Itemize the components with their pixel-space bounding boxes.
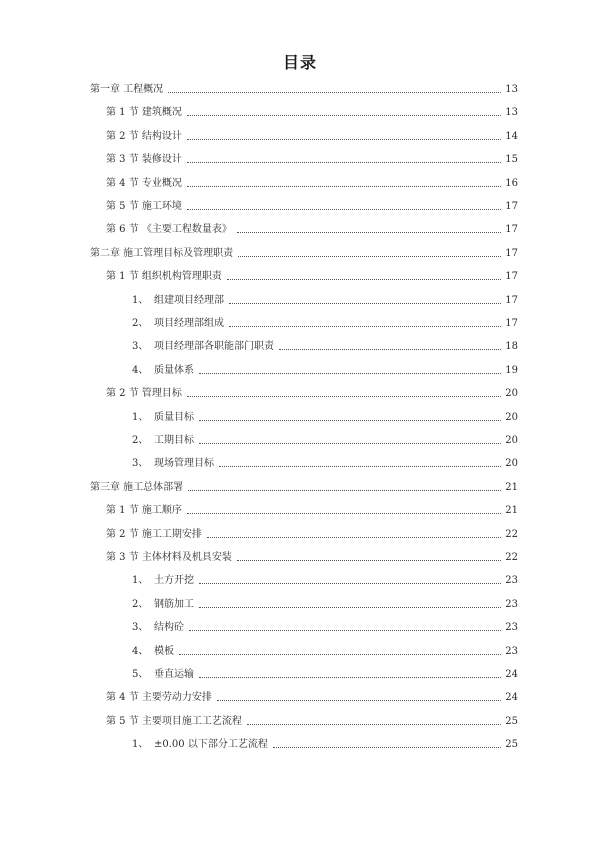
toc-entry-number: 4、 [132,645,149,657]
toc-dot-leader [187,162,501,163]
toc-entry-text: 第 1 节 施工顺序 [106,505,182,517]
toc-entry[interactable] [106,220,518,236]
toc-entry-text: 第 3 节 装修设计 [106,154,182,166]
toc-entry-text: 第 3 节 主体材料及机具安装 [106,552,232,563]
toc-entry-label [106,154,184,166]
toc-page-number: 22 [505,552,518,563]
toc-page-number: 23 [505,622,518,634]
toc-page-number: 17 [505,318,518,329]
toc-entry-label [106,505,184,517]
toc-dot-leader [227,279,501,280]
toc-page-number: 23 [505,575,518,587]
toc-entry-number: 1、 [132,411,149,423]
toc-entry-number: 2、 [132,598,149,610]
toc-dot-leader [229,326,501,327]
toc-entry-label [90,482,185,494]
toc-entry-text: 第 2 节 施工工期安排 [106,528,202,540]
toc-page-number: 18 [505,341,518,353]
toc-entry-label [106,716,244,728]
toc-entry[interactable] [132,337,518,353]
toc-entry-label [106,224,234,236]
toc-entry-number: 1、 [132,739,149,751]
toc-entry-label [132,599,196,611]
toc-entry-text: 结构砼 [154,622,184,634]
toc-entry-number: 2、 [132,318,149,329]
toc-page-number: 16 [505,177,518,189]
toc-dot-leader [189,630,501,631]
toc-dot-leader [187,513,501,514]
toc-page-number: 20 [505,458,518,470]
toc-entry[interactable] [132,431,518,447]
toc-entry[interactable] [132,454,518,470]
toc-entry-label [90,248,235,260]
toc-dot-leader [168,92,501,93]
toc-entry-text: 第 5 节 施工环境 [106,201,182,212]
toc-entry[interactable] [106,197,518,213]
toc-entry[interactable] [106,501,518,517]
toc-dot-leader [187,209,501,210]
toc-dot-leader [219,466,501,467]
toc-entry-number: 2、 [132,435,149,446]
toc-entry-label [106,131,184,143]
toc-dot-leader [199,607,501,608]
toc-page-number: 25 [505,739,518,751]
toc-page-number: 23 [505,598,518,610]
toc-entry-label [132,412,196,424]
toc-entry-label [106,271,224,283]
toc-entry-label [132,646,176,658]
toc-entry-text: 组建项目经理部 [154,294,224,306]
toc-entry-text: 质量目标 [154,411,194,423]
toc-entry[interactable] [132,291,518,307]
toc-dot-leader [238,256,501,257]
toc-page-number: 17 [505,201,518,212]
toc-dot-leader [247,724,501,725]
toc-entry-text: 第 6 节 《主要工程数量表》 [106,224,232,236]
toc-entry-text: 第 2 节 结构设计 [106,130,182,142]
toc-entry-label [132,458,216,470]
toc-entry[interactable] [132,735,518,751]
toc-entry-text: 第 1 节 组织机构管理职责 [106,271,222,283]
toc-entry-text: 现场管理目标 [154,458,214,470]
toc-entry-text: 钢筋加工 [154,598,194,610]
toc-entry-label [132,365,196,377]
toc-page-number: 25 [505,715,518,727]
toc-entry[interactable] [132,665,518,681]
toc-page-number: 17 [505,294,518,306]
toc-page-number: 17 [505,271,518,283]
toc-entry-text: 工期目标 [154,435,194,446]
toc-entry-number: 1、 [132,294,149,306]
toc-entry-text: 第 1 节 建筑概况 [106,107,182,119]
toc-entry-text: 土方开挖 [154,575,194,587]
toc-entry[interactable] [132,408,518,424]
toc-entry[interactable] [90,244,518,260]
toc-page-number: 17 [505,247,518,259]
toc-entry-number: 5、 [132,669,149,680]
toc-entry-text: 第一章 工程概况 [90,84,164,95]
toc-entry[interactable] [106,548,518,564]
toc-page-number: 24 [505,669,518,680]
toc-entry[interactable] [106,150,518,166]
toc-entry[interactable] [132,361,518,377]
toc-entry-number: 1、 [132,575,149,587]
toc-entry-label [132,739,270,751]
toc-page-number: 22 [505,528,518,540]
toc-entry-label [106,552,234,564]
toc-entry-label [132,669,196,681]
toc-dot-leader [199,677,501,678]
toc-entry-number: 4、 [132,364,149,376]
toc-entry-label [90,84,165,96]
toc-entry[interactable] [90,478,518,494]
toc-entry[interactable] [106,384,518,400]
toc-page-number: 20 [505,411,518,423]
toc-entry-text: 第 4 节 专业概况 [106,177,182,189]
toc-entry-label [132,622,186,634]
toc-entry[interactable] [132,595,518,611]
toc-entry[interactable] [106,103,518,119]
toc-page-number: 13 [505,84,518,95]
toc-entry-number: 3、 [132,622,149,634]
toc-entry[interactable] [132,314,518,330]
toc-dot-leader [179,654,501,655]
toc-entry-label [132,318,226,330]
toc-entry-text: 质量体系 [154,364,194,376]
toc-entry-label [132,435,196,447]
toc-entry[interactable] [106,712,518,728]
toc-entry-text: 模板 [154,645,174,657]
toc-entry[interactable] [106,688,518,704]
toc-entry-number: 3、 [132,341,149,353]
toc-dot-leader [229,303,501,304]
toc-entry-text: 项目经理部各职能部门职责 [154,341,274,353]
toc-entry-label [132,341,276,353]
toc-page-number: 17 [505,224,518,236]
toc-dot-leader [199,373,501,374]
toc-page-number: 21 [505,481,518,493]
toc-dot-leader [187,139,501,140]
toc-entry-text: 第 5 节 主要项目施工工艺流程 [106,715,242,727]
toc-page-number: 20 [505,435,518,446]
toc-page-number: 24 [505,692,518,704]
toc-entry-label [106,107,184,119]
toc-page-number: 19 [505,364,518,376]
toc-dot-leader [237,560,501,561]
toc-entry-label [106,692,214,704]
toc-dot-leader [188,490,501,491]
page-title: 目录 [282,53,317,72]
toc-dot-leader [199,420,501,421]
toc-entry-text: 第 4 节 主要劳动力安排 [106,692,212,704]
toc-entry[interactable] [106,127,518,143]
toc-dot-leader [199,583,501,584]
toc-entry-text: 第 2 节 管理目标 [106,388,182,400]
toc-entry-number: 3、 [132,458,149,470]
toc-entry-text: 垂直运输 [154,669,194,680]
toc-dot-leader [187,115,501,116]
toc-page-number: 15 [505,154,518,166]
toc-page-number: 23 [505,645,518,657]
toc-page-number: 13 [505,107,518,119]
toc-dot-leader [207,537,501,538]
toc-entry-text: 项目经理部组成 [154,318,224,329]
toc-entry-label [106,529,204,541]
toc-entry[interactable] [106,525,518,541]
toc-page-number: 14 [505,130,518,142]
toc-entry-label [132,575,196,587]
toc-entry-label [106,201,184,213]
toc-dot-leader [187,396,501,397]
toc-entry-text: 第三章 施工总体部署 [90,481,184,493]
toc-page-number: 21 [505,505,518,517]
toc-entry-text: ±0.00 以下部分工艺流程 [154,739,268,751]
toc-entry-text: 第二章 施工管理目标及管理职责 [90,247,234,259]
toc-dot-leader [199,443,501,444]
toc-entry[interactable] [106,267,518,283]
toc-entry-label [106,388,184,400]
toc-dot-leader [273,747,501,748]
toc-page-number: 20 [505,388,518,400]
toc-entry[interactable] [132,618,518,634]
toc-entry-label [106,178,184,190]
toc-entry[interactable] [132,571,518,587]
toc-entry[interactable] [90,80,518,96]
toc-dot-leader [237,232,501,233]
toc-entry-label [132,295,226,307]
toc-dot-leader [187,186,501,187]
toc-entry[interactable] [132,642,518,658]
toc-dot-leader [279,349,501,350]
toc-entry[interactable] [106,174,518,190]
toc-dot-leader [217,700,501,701]
